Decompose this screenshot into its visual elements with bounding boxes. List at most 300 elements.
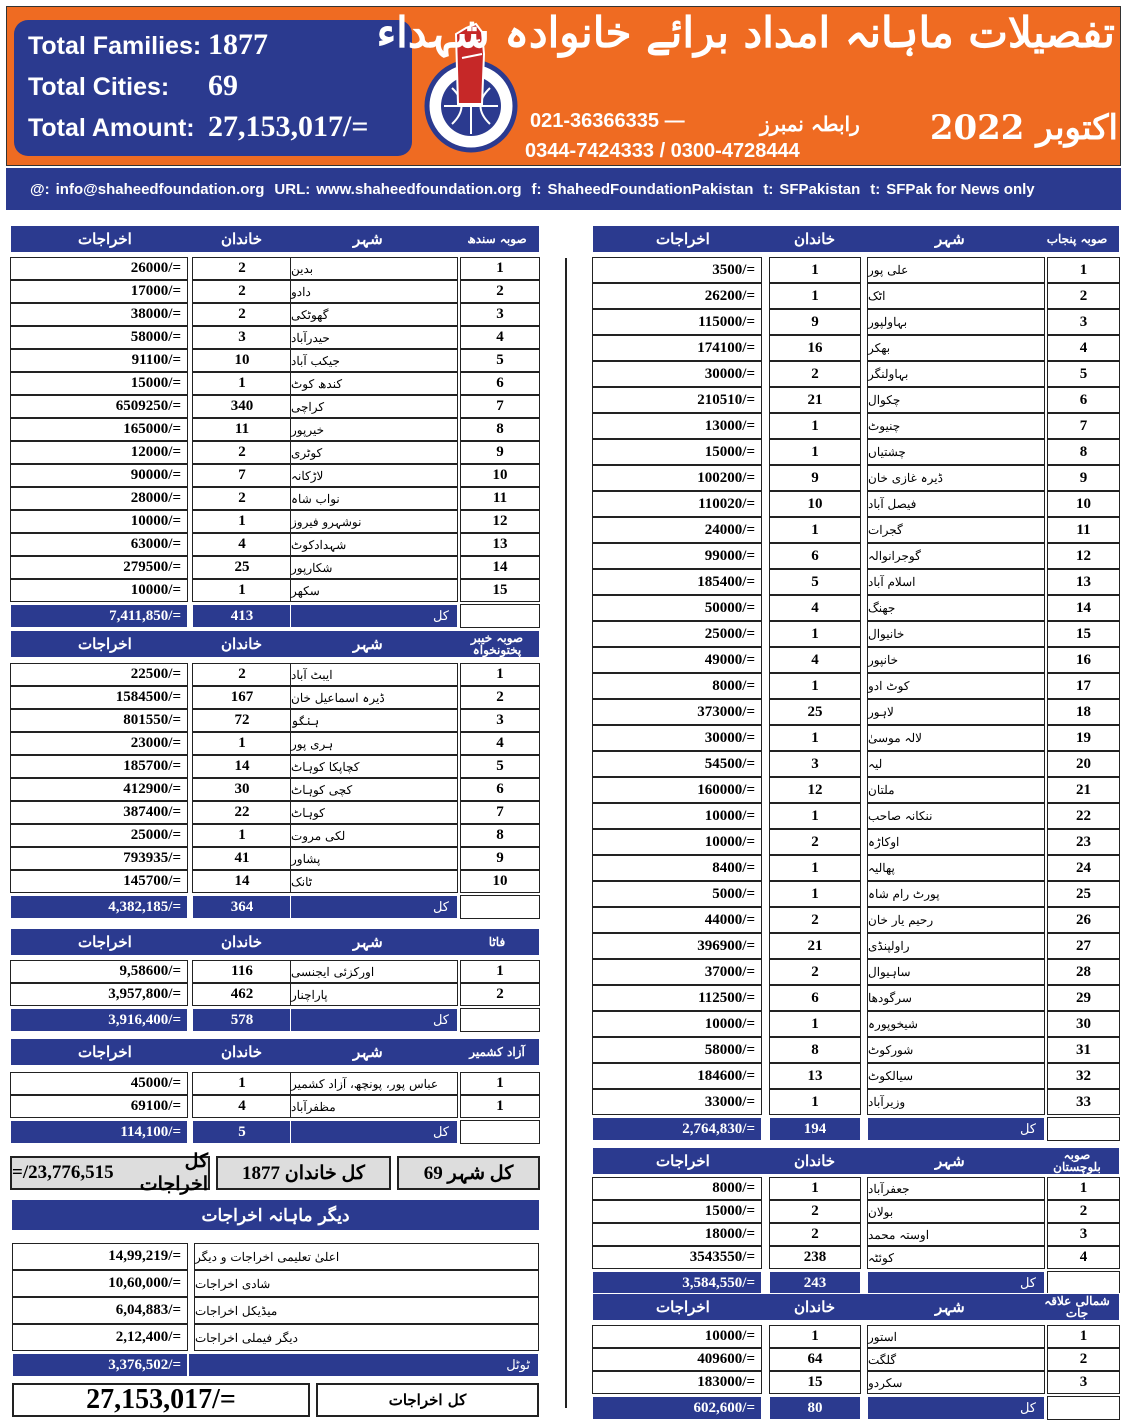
city-cell: جیکب آباد	[290, 349, 458, 372]
city-cell: کندھ کوٹ	[290, 372, 458, 395]
families-cell: 21	[769, 387, 861, 413]
table-row	[592, 1348, 1120, 1371]
families-cell: 1	[769, 803, 861, 829]
total-amount-cell: 4,382,185/=	[10, 895, 188, 919]
list-item	[12, 1324, 539, 1351]
total-label-cell: کل	[290, 604, 458, 628]
families-cell: 2	[769, 959, 861, 985]
families-cell: 1	[769, 855, 861, 881]
families-cell: 72	[192, 709, 292, 732]
section-title-kpk: صوبہ خیبر پختونخواہ	[470, 631, 524, 657]
families-cell: 2	[769, 907, 861, 933]
serial-cell: 5	[460, 755, 540, 778]
grand-total-row	[12, 1383, 539, 1417]
families-cell: 2	[769, 1200, 861, 1223]
total-amount-cell: 114,100/=	[10, 1120, 188, 1144]
total-label-cell: کل	[867, 1396, 1045, 1420]
city-cell: شیخوپورہ	[867, 1011, 1045, 1037]
amount-cell: 145700/=	[10, 870, 188, 893]
city-cell: پشاور	[290, 847, 458, 870]
amount-cell: 12000/=	[10, 441, 188, 464]
serial-cell: 12	[1047, 543, 1120, 569]
grand-total-label: کل اخراجات	[316, 1383, 539, 1417]
amount-cell: 18000/=	[592, 1223, 762, 1246]
amount-cell: 10000/=	[592, 1011, 762, 1037]
city-cell: لاڑکانہ	[290, 464, 458, 487]
families-cell: 2	[192, 441, 292, 464]
families-cell: 1	[769, 1011, 861, 1037]
page-title: تفصیلات ماہانہ امداد برائے خانوادہ شہداء	[376, 8, 1115, 57]
table-row	[592, 777, 1120, 803]
total-row-fata	[10, 1008, 540, 1032]
total-families-cell: 578	[192, 1008, 292, 1032]
families-cell: 4	[769, 595, 861, 621]
amount-cell: 44000/=	[592, 907, 762, 933]
header-city-label: شہر	[353, 1043, 383, 1061]
serial-cell: 2	[460, 983, 540, 1006]
city-cell: کراچی	[290, 395, 458, 418]
city-cell: شہدادکوٹ	[290, 533, 458, 556]
table-row	[592, 543, 1120, 569]
serial-cell: 19	[1047, 725, 1120, 751]
amount-cell: 13000/=	[592, 413, 762, 439]
table-row	[10, 257, 540, 280]
total-label-cell: کل	[290, 895, 458, 919]
families-cell: 6	[769, 985, 861, 1011]
city-cell: اورکزئی ایجنسی	[290, 960, 458, 983]
table-row	[592, 1177, 1120, 1200]
total-amount-cell: 7,411,850/=	[10, 604, 188, 628]
section-header-kpk	[10, 630, 540, 658]
header-amount-label: اخراجات	[78, 230, 132, 248]
families-cell: 3	[192, 326, 292, 349]
section-title-gb: شمالی علاقہ جات	[1044, 1294, 1110, 1320]
families-cell: 15	[769, 1371, 861, 1394]
facebook-link[interactable]: ShaheedFoundationPakistan	[547, 180, 754, 198]
families-cell: 1	[192, 1072, 292, 1095]
amount-cell: 91100/=	[10, 349, 188, 372]
serial-cell: 10	[460, 464, 540, 487]
amount-cell: 100200/=	[592, 465, 762, 491]
serial-cell: 3	[1047, 1371, 1120, 1394]
families-cell: 1	[769, 257, 861, 283]
families-cell: 16	[769, 335, 861, 361]
amount-cell: 160000/=	[592, 777, 762, 803]
table-row	[592, 517, 1120, 543]
table-row	[10, 1072, 540, 1095]
families-cell: 2	[192, 257, 292, 280]
families-cell: 25	[192, 556, 292, 579]
amount-cell: 10000/=	[592, 1325, 762, 1348]
families-cell: 4	[192, 533, 292, 556]
serial-cell: 15	[460, 579, 540, 602]
total-families-cell: 364	[192, 895, 292, 919]
serial-cell: 33	[1047, 1089, 1120, 1115]
serial-cell: 6	[1047, 387, 1120, 413]
families-cell: 2	[769, 361, 861, 387]
families-cell: 12	[769, 777, 861, 803]
amount-cell: 30000/=	[592, 361, 762, 387]
list-item	[12, 1243, 539, 1270]
table-row	[10, 510, 540, 533]
serial-cell: 3	[460, 709, 540, 732]
amount-cell: 185700/=	[10, 755, 188, 778]
table-row	[592, 881, 1120, 907]
city-cell: خانپور	[867, 647, 1045, 673]
table-row	[592, 439, 1120, 465]
header-city-label: شہر	[353, 933, 383, 951]
city-cell: علی پور	[867, 257, 1045, 283]
website-link[interactable]: www.shaheedfoundation.org	[316, 180, 522, 198]
city-cell: رحیم یار خان	[867, 907, 1045, 933]
table-row	[10, 755, 540, 778]
table-row	[592, 491, 1120, 517]
families-cell: 22	[192, 801, 292, 824]
table-row	[10, 709, 540, 732]
city-cell: لکی مروت	[290, 824, 458, 847]
families-cell: 1	[769, 439, 861, 465]
total-cities-value: 69	[208, 69, 238, 102]
serial-cell: 4	[460, 326, 540, 349]
table-row	[592, 1246, 1120, 1269]
table-row	[10, 395, 540, 418]
amount-cell: 90000/=	[10, 464, 188, 487]
total-label-cell: کل	[867, 1117, 1045, 1141]
city-cell: سکھر	[290, 579, 458, 602]
serial-cell: 2	[1047, 283, 1120, 309]
serial-cell: 9	[1047, 465, 1120, 491]
amount-cell: 10000/=	[10, 579, 188, 602]
total-amount-cell: 3,916,400/=	[10, 1008, 188, 1032]
serial-cell: 21	[1047, 777, 1120, 803]
table-row	[592, 959, 1120, 985]
serial-cell: 4	[1047, 335, 1120, 361]
amount-cell: 10000/=	[592, 829, 762, 855]
amount-cell: 45000/=	[10, 1072, 188, 1095]
families-cell: 2	[192, 487, 292, 510]
city-cell: بھکر	[867, 335, 1045, 361]
amount-cell: 2,12,400/=	[12, 1324, 188, 1351]
total-amount-value: 27,153,017/=	[208, 110, 369, 143]
serial-cell: 17	[1047, 673, 1120, 699]
serial-cell: 9	[460, 847, 540, 870]
serial-cell: 1	[460, 1095, 540, 1118]
header-families-label: خاندان	[221, 230, 263, 248]
amount-cell: 165000/=	[10, 418, 188, 441]
families-cell: 1	[192, 824, 292, 847]
table-row	[10, 372, 540, 395]
amount-cell: 9,58600/=	[10, 960, 188, 983]
contact-link-bar	[6, 168, 1121, 210]
city-cell: پاراچنار	[290, 983, 458, 1006]
city-cell: ساہیوال	[867, 959, 1045, 985]
amount-cell: 26200/=	[592, 283, 762, 309]
total-blank-cell	[460, 604, 540, 628]
serial-cell: 2	[1047, 1348, 1120, 1371]
families-cell: 1	[192, 510, 292, 533]
summary-expense-value: 23,776,515/=	[12, 1162, 114, 1183]
city-cell: کچاپکا کوہاٹ	[290, 755, 458, 778]
city-cell: جھنگ	[867, 595, 1045, 621]
header-amount-label: اخراجات	[78, 1043, 132, 1061]
serial-cell: 2	[460, 686, 540, 709]
other-total-row	[12, 1353, 539, 1377]
serial-cell: 8	[460, 824, 540, 847]
section-header-fata	[10, 928, 540, 956]
city-cell: پورٹ رام شاہ	[867, 881, 1045, 907]
families-cell: 1	[769, 621, 861, 647]
families-cell: 25	[769, 699, 861, 725]
families-cell: 10	[769, 491, 861, 517]
report-date: اکتوبر 2022	[929, 108, 1118, 148]
amount-cell: 8400/=	[592, 855, 762, 881]
table-row	[10, 280, 540, 303]
amount-cell: 183000/=	[592, 1371, 762, 1394]
serial-cell: 25	[1047, 881, 1120, 907]
amount-cell: 49000/=	[592, 647, 762, 673]
table-row	[592, 257, 1120, 283]
summary-row	[10, 1151, 540, 1195]
section-header-punjab	[592, 225, 1120, 253]
serial-cell: 2	[1047, 1200, 1120, 1223]
section-header-balochistan	[592, 1147, 1120, 1175]
total-families-cell: 5	[192, 1120, 292, 1144]
city-cell: لیہ	[867, 751, 1045, 777]
serial-cell: 15	[1047, 621, 1120, 647]
city-cell: لالہ موسیٰ	[867, 725, 1045, 751]
total-row-sindh	[10, 604, 540, 628]
city-cell: کوٹری	[290, 441, 458, 464]
table-row	[10, 349, 540, 372]
city-cell: وزیرآباد	[867, 1089, 1045, 1115]
city-cell: پھالیہ	[867, 855, 1045, 881]
serial-cell: 10	[1047, 491, 1120, 517]
section-title-punjab: صوبہ پنجاب	[1046, 232, 1108, 246]
expense-label-cell: دیگر فیملی اخراجات	[194, 1324, 539, 1351]
serial-cell: 10	[460, 870, 540, 893]
serial-cell: 8	[460, 418, 540, 441]
families-cell: 4	[769, 647, 861, 673]
twitter-news-icon: t:	[870, 180, 881, 198]
serial-cell: 5	[460, 349, 540, 372]
table-row	[592, 283, 1120, 309]
section-title-fata: فاٹا	[488, 935, 506, 949]
city-cell: بدین	[290, 257, 458, 280]
table-row	[592, 751, 1120, 777]
table-row	[592, 595, 1120, 621]
table-row	[592, 1037, 1120, 1063]
city-cell: سکردو	[867, 1371, 1045, 1394]
city-cell: اوستہ محمد	[867, 1223, 1045, 1246]
table-row	[10, 464, 540, 487]
total-blank-cell	[460, 1008, 540, 1032]
total-cities-label: Total Cities:	[28, 73, 170, 101]
amount-cell: 1584500/=	[10, 686, 188, 709]
amount-cell: 25000/=	[592, 621, 762, 647]
families-cell: 1	[769, 1089, 861, 1115]
total-row-kpk	[10, 895, 540, 919]
city-cell: ٹانک	[290, 870, 458, 893]
amount-cell: 184600/=	[592, 1063, 762, 1089]
serial-cell: 14	[460, 556, 540, 579]
city-cell: دادو	[290, 280, 458, 303]
amount-cell: 69100/=	[10, 1095, 188, 1118]
table-row	[10, 983, 540, 1006]
serial-cell: 5	[1047, 361, 1120, 387]
serial-cell: 14	[1047, 595, 1120, 621]
families-cell: 1	[769, 725, 861, 751]
city-cell: نوشہرو فیروز	[290, 510, 458, 533]
families-cell: 167	[192, 686, 292, 709]
city-cell: گوجرانوالہ	[867, 543, 1045, 569]
table-row	[592, 725, 1120, 751]
amount-cell: 387400/=	[10, 801, 188, 824]
serial-cell: 11	[460, 487, 540, 510]
families-cell: 1	[769, 413, 861, 439]
amount-cell: 793935/=	[10, 847, 188, 870]
serial-cell: 9	[460, 441, 540, 464]
table-row	[592, 699, 1120, 725]
amount-cell: 63000/=	[10, 533, 188, 556]
summary-total-families: کل خاندان 1877	[216, 1156, 391, 1190]
table-row	[592, 855, 1120, 881]
column-divider	[565, 258, 567, 1408]
phone-numbers-line1: 021-36366335 —	[530, 110, 685, 132]
families-cell: 1	[769, 673, 861, 699]
header-families-label: خاندان	[794, 230, 836, 248]
families-cell: 6	[769, 543, 861, 569]
city-cell: ایبٹ آباد	[290, 663, 458, 686]
city-cell: چشتیاں	[867, 439, 1045, 465]
table-row	[592, 1371, 1120, 1394]
city-cell: چنیوٹ	[867, 413, 1045, 439]
section-header-gb	[592, 1293, 1120, 1321]
families-cell: 9	[769, 309, 861, 335]
expense-label-cell: میڈیکل اخراجات	[194, 1297, 539, 1324]
city-cell: ننکانہ صاحب	[867, 803, 1045, 829]
amount-cell: 38000/=	[10, 303, 188, 326]
other-expenses-title: دیگر ماہانہ اخراجات	[12, 1200, 539, 1230]
families-cell: 7	[192, 464, 292, 487]
serial-cell: 22	[1047, 803, 1120, 829]
amount-cell: 15000/=	[10, 372, 188, 395]
total-label-cell: کل	[290, 1008, 458, 1032]
families-cell: 1	[769, 517, 861, 543]
header-amount-label: اخراجات	[656, 1298, 710, 1316]
serial-cell: 3	[1047, 309, 1120, 335]
header-city-label: شہر	[353, 230, 383, 248]
city-cell: اسلام آباد	[867, 569, 1045, 595]
table-row	[10, 556, 540, 579]
table-row	[10, 686, 540, 709]
city-cell: گلگت	[867, 1348, 1045, 1371]
city-cell: کوئٹہ	[867, 1246, 1045, 1269]
table-row	[592, 335, 1120, 361]
header-families-label: خاندان	[794, 1298, 836, 1316]
serial-cell: 16	[1047, 647, 1120, 673]
amount-cell: 396900/=	[592, 933, 762, 959]
total-families-cell: 194	[769, 1117, 861, 1141]
table-row	[592, 1063, 1120, 1089]
amount-cell: 3500/=	[592, 257, 762, 283]
serial-cell: 32	[1047, 1063, 1120, 1089]
families-cell: 9	[769, 465, 861, 491]
amount-cell: 50000/=	[592, 595, 762, 621]
table-row	[592, 933, 1120, 959]
families-cell: 21	[769, 933, 861, 959]
total-row-balochistan	[592, 1271, 1120, 1295]
city-cell: لاہور	[867, 699, 1045, 725]
amount-cell: 8000/=	[592, 1177, 762, 1200]
url-label: URL:	[274, 180, 311, 198]
serial-cell: 1	[460, 257, 540, 280]
section-title-balochistan: صوبہ بلوچستان	[1053, 1148, 1101, 1174]
table-row	[592, 621, 1120, 647]
twitter-news-link[interactable]: SFPak for News only	[886, 180, 1035, 198]
city-cell: گجرات	[867, 517, 1045, 543]
serial-cell: 18	[1047, 699, 1120, 725]
families-cell: 14	[192, 870, 292, 893]
amount-cell: 99000/=	[592, 543, 762, 569]
serial-cell: 28	[1047, 959, 1120, 985]
serial-cell: 31	[1047, 1037, 1120, 1063]
serial-cell: 13	[1047, 569, 1120, 595]
section-header-ajk	[10, 1038, 540, 1066]
header-city-label: شہر	[353, 635, 383, 653]
table-row	[10, 824, 540, 847]
total-families-label: Total Families:	[28, 32, 202, 60]
families-cell: 64	[769, 1348, 861, 1371]
families-cell: 13	[769, 1063, 861, 1089]
city-cell: جعفرآباد	[867, 1177, 1045, 1200]
amount-cell: 412900/=	[10, 778, 188, 801]
summary-total-expense	[10, 1151, 210, 1195]
amount-cell: 22500/=	[10, 663, 188, 686]
city-cell: استور	[867, 1325, 1045, 1348]
email-icon: @:	[30, 180, 50, 198]
families-cell: 30	[192, 778, 292, 801]
city-cell: کوٹ ادو	[867, 673, 1045, 699]
total-amount-cell: 602,600/=	[592, 1396, 762, 1420]
table-row	[592, 1223, 1120, 1246]
families-cell: 238	[769, 1246, 861, 1269]
city-cell: بہاولنگر	[867, 361, 1045, 387]
table-row	[592, 647, 1120, 673]
email-link[interactable]: info@shaheedfoundation.org	[55, 180, 265, 198]
amount-cell: 112500/=	[592, 985, 762, 1011]
total-blank-cell	[460, 1120, 540, 1144]
list-item	[12, 1297, 539, 1324]
table-row	[10, 441, 540, 464]
table-row	[592, 1011, 1120, 1037]
phone-numbers-line2: 0344-7424333 / 0300-4728444	[525, 140, 800, 162]
amount-cell: 110020/=	[592, 491, 762, 517]
section-header-sindh	[10, 225, 540, 253]
amount-cell: 25000/=	[10, 824, 188, 847]
families-cell: 14	[192, 755, 292, 778]
table-row	[592, 673, 1120, 699]
table-row	[10, 801, 540, 824]
families-cell: 1	[192, 732, 292, 755]
expense-label-cell: شادی اخراجات	[194, 1270, 539, 1297]
serial-cell: 6	[460, 778, 540, 801]
twitter-link[interactable]: SFPakistan	[779, 180, 861, 198]
table-row	[10, 579, 540, 602]
serial-cell: 29	[1047, 985, 1120, 1011]
amount-cell: 58000/=	[10, 326, 188, 349]
table-row	[592, 569, 1120, 595]
header-city-label: شہر	[935, 1152, 965, 1170]
